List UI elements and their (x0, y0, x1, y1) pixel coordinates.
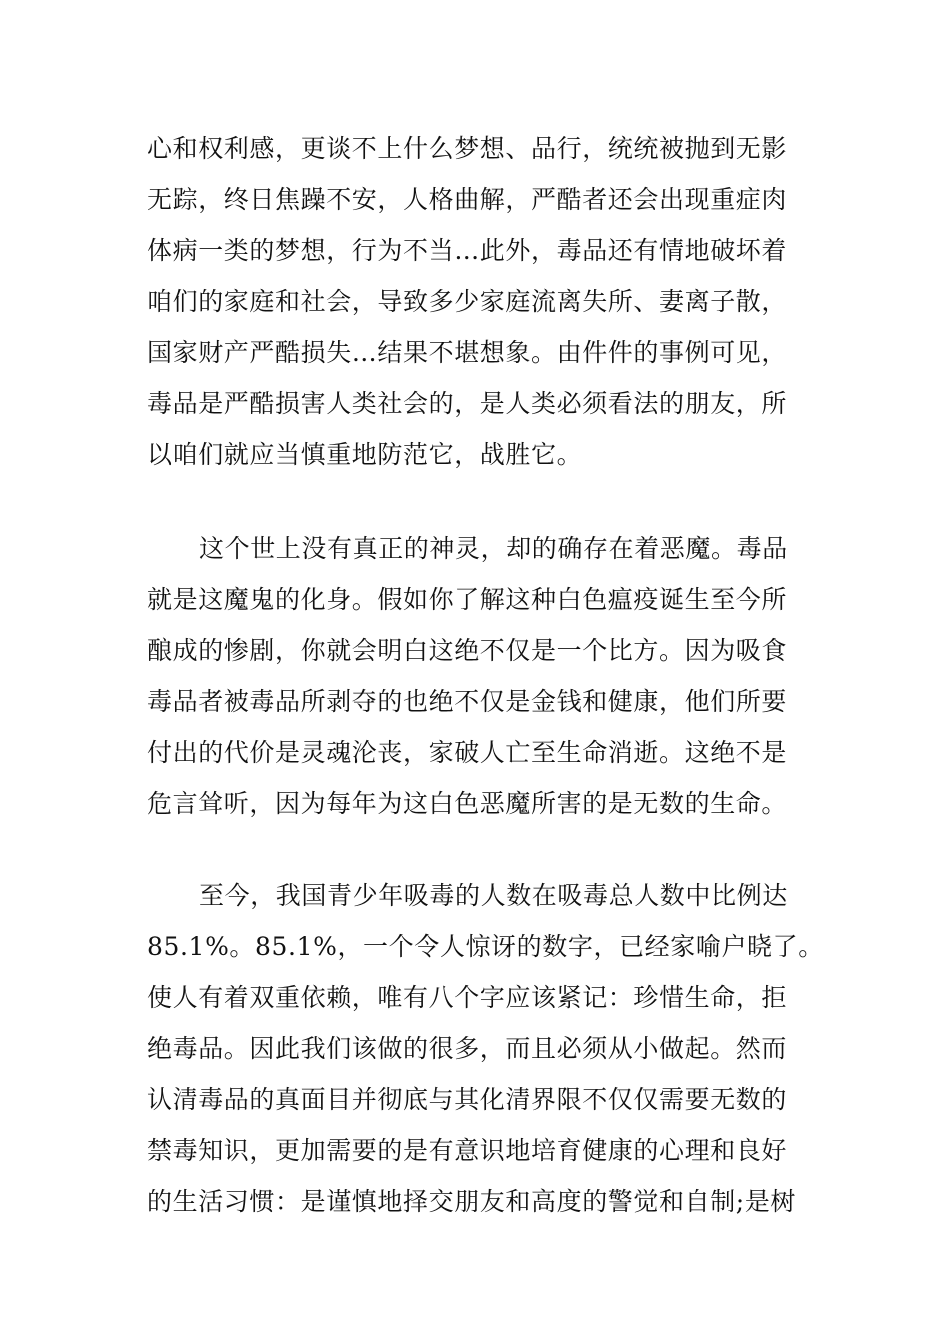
text-line: 就是这魔鬼的化身。假如你了解这种白色瘟疫诞生至今所 (147, 585, 788, 614)
text-line: 毒品者被毒品所剥夺的也绝不仅是金钱和健康，他们所要 (147, 687, 788, 716)
text-line: 心和权利感，更谈不上什么梦想、品行，统统被抛到无影 (147, 134, 788, 163)
text-line: 的生活习惯：是谨慎地择交朋友和高度的警觉和自制;是树 (147, 1187, 797, 1216)
text-line: 以咱们就应当慎重地防范它，战胜它。 (147, 440, 583, 469)
text-line: 国家财产严酷损失…结果不堪想象。由件件的事例可见， (147, 338, 788, 367)
paragraph-2 (147, 523, 827, 829)
paragraph-3 (147, 870, 827, 1227)
text-line: 至今，我国青少年吸毒的人数在吸毒总人数中比例达 (199, 881, 788, 910)
text-line: 酿成的惨剧，你就会明白这绝不仅是一个比方。因为吸食 (147, 636, 788, 665)
text-line: 这个世上没有真正的神灵，却的确存在着恶魔。毒品 (199, 534, 788, 563)
text-line: 85.1%。85.1%，一个令人惊讶的数字，已经家喻户晓了。 (147, 932, 824, 961)
text-line: 体病一类的梦想，行为不当…此外，毒品还有情地破坏着 (147, 236, 788, 265)
text-line: 危言耸听，因为每年为这白色恶魔所害的是无数的生命。 (147, 789, 788, 818)
text-line: 认清毒品的真面目并彻底与其化清界限不仅仅需要无数的 (147, 1085, 788, 1114)
text-line: 绝毒品。因此我们该做的很多，而且必须从小做起。然而 (147, 1034, 788, 1063)
paragraph-1 (147, 123, 827, 480)
text-line: 咱们的家庭和社会，导致多少家庭流离失所、妻离子散， (147, 287, 788, 316)
text-line: 禁毒知识，更加需要的是有意识地培育健康的心理和良好 (147, 1136, 788, 1165)
text-line: 使人有着双重依赖，唯有八个字应该紧记：珍惜生命，拒 (147, 983, 788, 1012)
text-line: 无踪，终日焦躁不安，人格曲解，严酷者还会出现重症肉 (147, 185, 788, 214)
text-line: 毒品是严酷损害人类社会的，是人类必须看法的朋友，所 (147, 389, 788, 418)
text-line: 付出的代价是灵魂沦丧，家破人亡至生命消逝。这绝不是 (147, 738, 788, 767)
